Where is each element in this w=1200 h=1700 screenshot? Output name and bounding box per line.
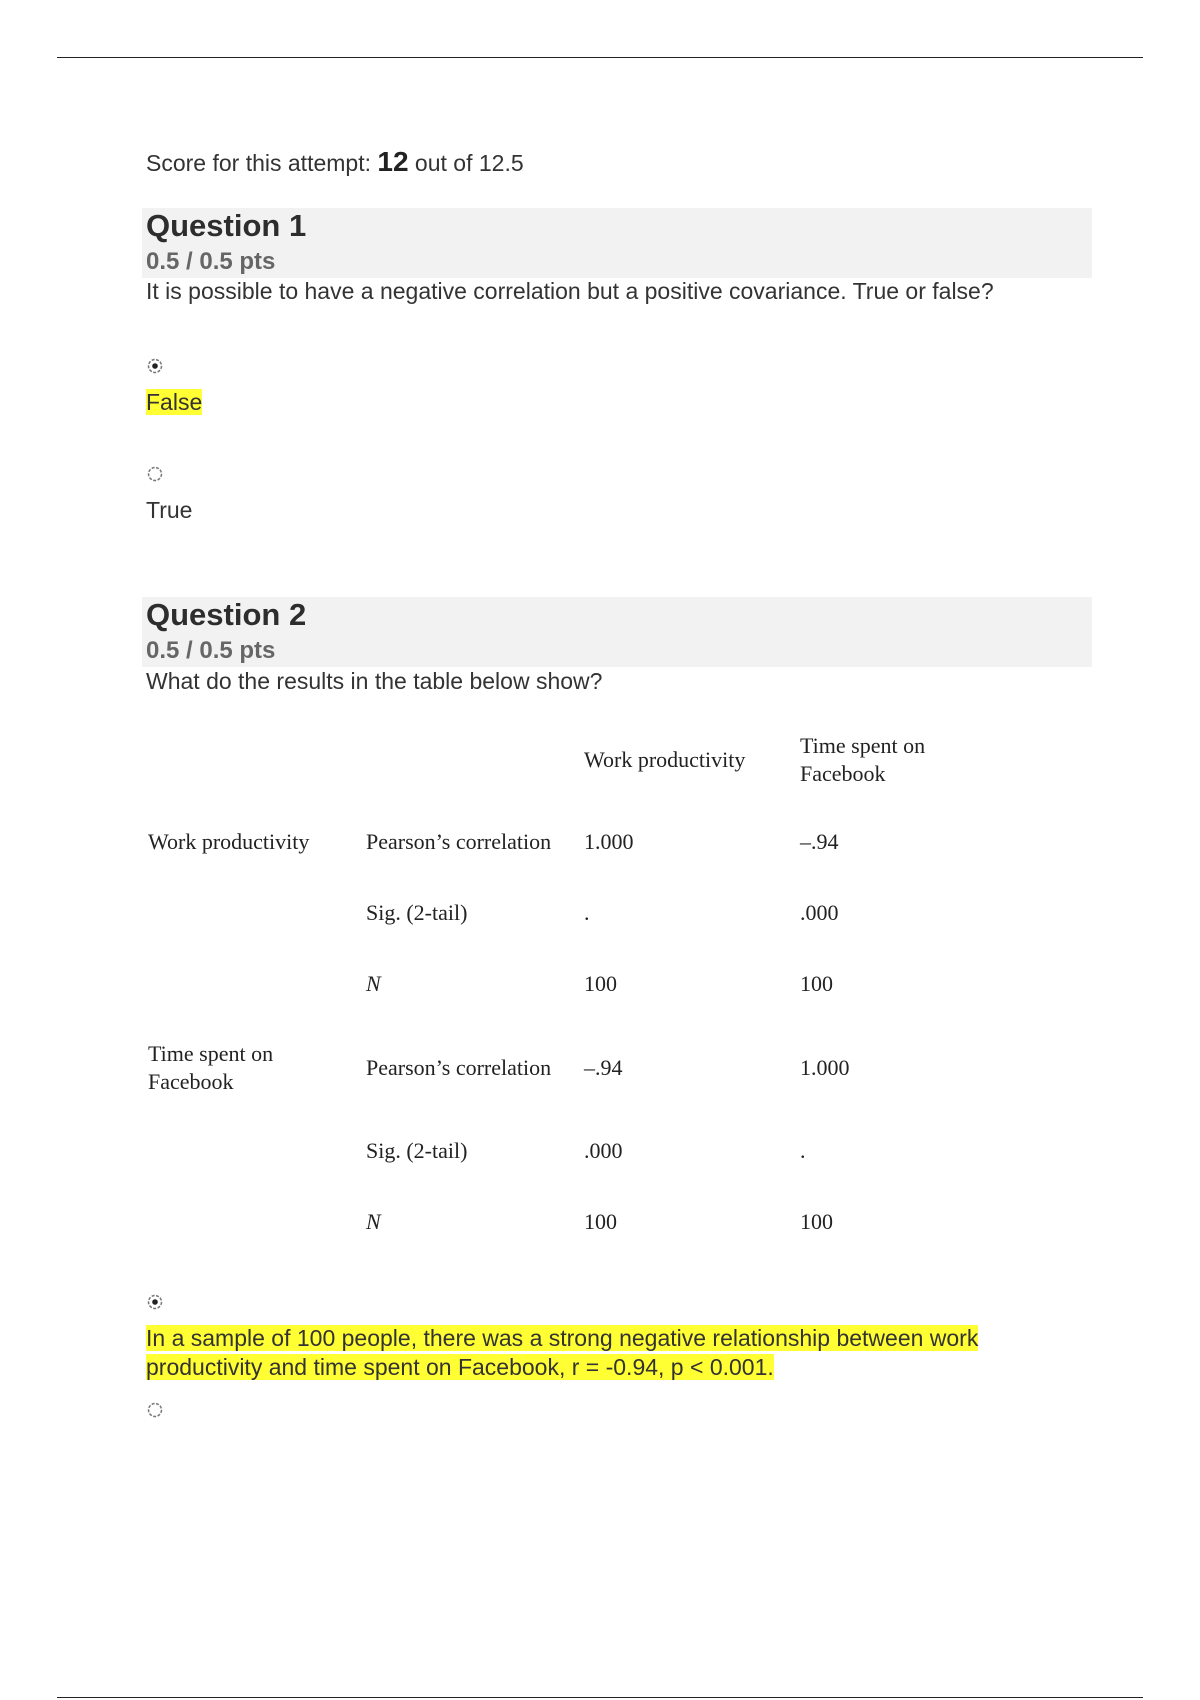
table-cell-value: –.94 bbox=[800, 829, 839, 854]
option-false[interactable] bbox=[146, 389, 202, 416]
question-2-text: What do the results in the table below show? bbox=[146, 668, 603, 694]
option-true[interactable] bbox=[146, 497, 192, 524]
table-cell-stat: Pearson’s correlation bbox=[366, 1055, 552, 1080]
top-rule bbox=[57, 57, 1143, 58]
radio-unselected-true[interactable] bbox=[147, 466, 163, 482]
option-true-label: True bbox=[146, 497, 193, 523]
table-cell-stat: N bbox=[366, 1209, 381, 1234]
question-1-points: 0.5 / 0.5 pts bbox=[146, 248, 276, 275]
table-cell-stat: Sig. (2-tail) bbox=[366, 900, 468, 925]
row-group-time-on-facebook: Time spent on Facebook bbox=[148, 1041, 274, 1094]
score-label: Score for this attempt: bbox=[146, 150, 371, 176]
bottom-rule bbox=[57, 1697, 1143, 1698]
table-cell-value: 1.000 bbox=[800, 1055, 850, 1080]
table-cell-value: 1.000 bbox=[584, 829, 634, 854]
radio-selected-answer[interactable] bbox=[147, 1294, 163, 1310]
radio-unselected-icon bbox=[147, 466, 163, 482]
table-cell-stat: Sig. (2-tail) bbox=[366, 1138, 468, 1163]
table-cell-stat: Pearson’s correlation bbox=[366, 829, 552, 854]
radio-selected-icon bbox=[147, 1294, 163, 1310]
col-header-work-productivity: Work productivity bbox=[584, 747, 746, 772]
table-cell-stat: N bbox=[366, 971, 381, 996]
table-cell-value: . bbox=[800, 1138, 806, 1163]
row-group-work-productivity: Work productivity bbox=[148, 829, 310, 854]
table-cell-value: . bbox=[584, 900, 590, 925]
question-1-header bbox=[142, 208, 1092, 278]
table-cell-value: .000 bbox=[800, 900, 839, 925]
question-1-title: Question 1 bbox=[146, 208, 307, 243]
table-cell-value: .000 bbox=[584, 1138, 623, 1163]
table-cell-value: 100 bbox=[800, 971, 833, 996]
question-2-points: 0.5 / 0.5 pts bbox=[146, 637, 276, 664]
score-line bbox=[146, 146, 524, 178]
option-false-label: False bbox=[146, 389, 203, 415]
table-cell-value: –.94 bbox=[584, 1055, 623, 1080]
radio-selected-false[interactable] bbox=[147, 358, 163, 374]
score-value: 12 bbox=[377, 146, 409, 177]
radio-selected-icon bbox=[147, 358, 163, 374]
score-suffix: out of 12.5 bbox=[414, 150, 524, 176]
table-cell-value: 100 bbox=[800, 1209, 833, 1234]
radio-unselected-answer[interactable] bbox=[147, 1402, 163, 1418]
question-2-header bbox=[142, 597, 1092, 667]
question-2-title: Question 2 bbox=[146, 597, 307, 632]
option-selected-answer-label: In a sample of 100 people, there was a strong negative relationship between work productivity and time spent on Facebook, r = -0.94, p < 0.001. bbox=[146, 1325, 979, 1380]
option-selected-answer[interactable] bbox=[146, 1324, 1046, 1382]
table-cell-value: 100 bbox=[584, 971, 617, 996]
radio-unselected-icon bbox=[147, 1402, 163, 1418]
col-header-time-on-facebook: Time spent on Facebook bbox=[800, 733, 926, 786]
table-cell-value: 100 bbox=[584, 1209, 617, 1234]
question-1-text: It is possible to have a negative correlation but a positive covariance. True or false? bbox=[146, 278, 994, 304]
